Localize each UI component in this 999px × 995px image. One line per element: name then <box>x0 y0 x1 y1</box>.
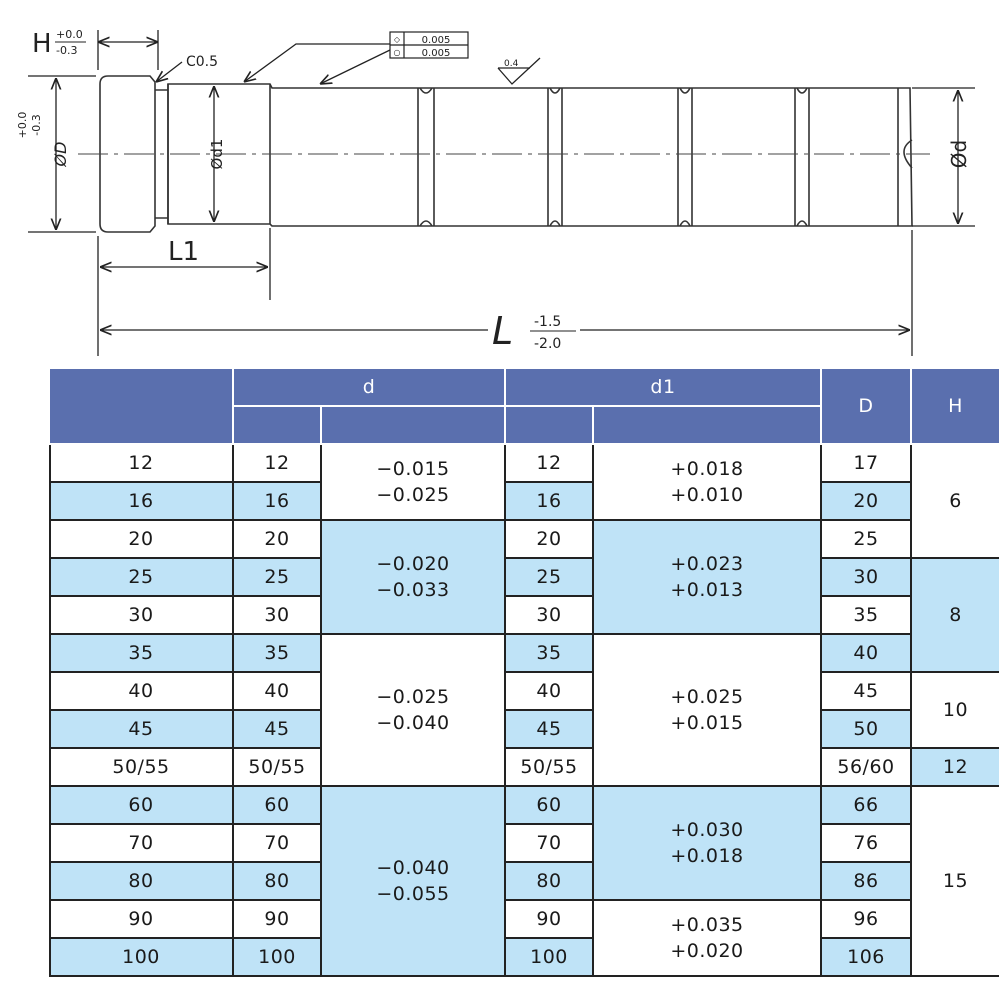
table-cell-D: 50 <box>822 711 912 749</box>
table-cell-d: 50/55 <box>234 749 322 787</box>
h-tol-lower: -0.3 <box>56 44 78 57</box>
svg-text:◇: ◇ <box>393 35 401 44</box>
table-cell-d: 40 <box>234 673 322 711</box>
header-d-sub2 <box>322 407 506 445</box>
header-d: d <box>234 369 506 407</box>
table-cell-D: 45 <box>822 673 912 711</box>
table-cell-d1: 20 <box>506 521 594 559</box>
table-cell-d1: 45 <box>506 711 594 749</box>
table-cell-d: 12 <box>234 445 322 483</box>
table-cell-d: 60 <box>234 787 322 825</box>
d-outer-tol-upper: +0.0 <box>16 111 29 139</box>
table-cell-size: 60 <box>50 787 234 825</box>
table-cell-d1-tolerance: +0.018 +0.010 <box>594 445 822 521</box>
header-d1-sub2 <box>594 407 822 445</box>
table-cell-size: 70 <box>50 825 234 863</box>
table-cell-size: 12 <box>50 445 234 483</box>
d1-label: Ød1 <box>208 138 226 170</box>
table-cell-d1-tolerance: +0.025 +0.015 <box>594 635 822 787</box>
table-cell-D: 20 <box>822 483 912 521</box>
table-cell-H: 8 <box>912 559 999 673</box>
header-d-sub1 <box>234 407 322 445</box>
header-H: H <box>912 369 999 445</box>
table-cell-d1: 60 <box>506 787 594 825</box>
table-cell-size: 50/55 <box>50 749 234 787</box>
table-cell-size: 100 <box>50 939 234 977</box>
table-cell-D: 76 <box>822 825 912 863</box>
header-size <box>50 369 234 445</box>
table-cell-D: 25 <box>822 521 912 559</box>
l-tol-lower: -2.0 <box>534 336 562 352</box>
table-cell-H: 10 <box>912 673 999 749</box>
table-cell-d1-tolerance: +0.035 +0.020 <box>594 901 822 977</box>
table-cell-d1: 40 <box>506 673 594 711</box>
table-cell-D: 56/60 <box>822 749 912 787</box>
table-cell-D: 30 <box>822 559 912 597</box>
table-cell-d1: 50/55 <box>506 749 594 787</box>
table-cell-d-tolerance: −0.040 −0.055 <box>322 787 506 977</box>
table-cell-d: 20 <box>234 521 322 559</box>
table-cell-D: 35 <box>822 597 912 635</box>
table-cell-D: 106 <box>822 939 912 977</box>
table-cell-d-tolerance: −0.015 −0.025 <box>322 445 506 521</box>
header-D: D <box>822 369 912 445</box>
table-cell-d-tolerance: −0.025 −0.040 <box>322 635 506 787</box>
technical-drawing <box>0 0 999 360</box>
table-cell-d1: 80 <box>506 863 594 901</box>
chamfer-label: C0.5 <box>186 54 219 70</box>
d-outer-tol-lower: -0.3 <box>30 114 43 136</box>
table-cell-size: 80 <box>50 863 234 901</box>
table-cell-d: 70 <box>234 825 322 863</box>
table-cell-d: 90 <box>234 901 322 939</box>
table-cell-d1: 30 <box>506 597 594 635</box>
header-d1-sub1 <box>506 407 594 445</box>
table-cell-d1: 12 <box>506 445 594 483</box>
table-cell-d-tolerance: −0.020 −0.033 <box>322 521 506 635</box>
table-cell-size: 45 <box>50 711 234 749</box>
gdt-row1-value: 0.005 <box>421 35 451 46</box>
d-outer-label: ØD <box>51 141 70 167</box>
table-cell-d: 80 <box>234 863 322 901</box>
table-cell-H: 12 <box>912 749 999 787</box>
table-cell-D: 66 <box>822 787 912 825</box>
table-cell-size: 25 <box>50 559 234 597</box>
table-cell-D: 86 <box>822 863 912 901</box>
table-cell-d1-tolerance: +0.023 +0.013 <box>594 521 822 635</box>
table-cell-size: 35 <box>50 635 234 673</box>
table-cell-D: 17 <box>822 445 912 483</box>
table-cell-H: 15 <box>912 787 999 977</box>
table-cell-size: 40 <box>50 673 234 711</box>
table-cell-H: 6 <box>912 445 999 559</box>
table-cell-D: 96 <box>822 901 912 939</box>
table-cell-d: 25 <box>234 559 322 597</box>
h-tol-upper: +0.0 <box>56 28 83 41</box>
table-cell-d1: 100 <box>506 939 594 977</box>
table-cell-d1: 90 <box>506 901 594 939</box>
table-cell-d: 30 <box>234 597 322 635</box>
table-cell-d: 35 <box>234 635 322 673</box>
table-cell-size: 30 <box>50 597 234 635</box>
pin-body-outline <box>168 84 912 226</box>
header-d1: d1 <box>506 369 822 407</box>
d-label: Ød <box>947 139 971 169</box>
table-cell-size: 16 <box>50 483 234 521</box>
l1-label: L1 <box>168 237 200 267</box>
table-cell-d: 100 <box>234 939 322 977</box>
table-cell-d: 16 <box>234 483 322 521</box>
table-cell-size: 90 <box>50 901 234 939</box>
roughness-value: 0.4 <box>504 59 519 69</box>
table-cell-d1: 25 <box>506 559 594 597</box>
gdt-row2-value: 0.005 <box>421 48 451 59</box>
l-tol-upper: -1.5 <box>534 314 562 330</box>
h-label: H <box>32 29 52 59</box>
table-cell-D: 40 <box>822 635 912 673</box>
table-cell-d: 45 <box>234 711 322 749</box>
table-cell-d1-tolerance: +0.030 +0.018 <box>594 787 822 901</box>
table-cell-d1: 70 <box>506 825 594 863</box>
l-label: L <box>492 309 514 353</box>
table-cell-size: 20 <box>50 521 234 559</box>
table-cell-d1: 35 <box>506 635 594 673</box>
svg-text:○: ○ <box>393 48 401 57</box>
table-cell-d1: 16 <box>506 483 594 521</box>
